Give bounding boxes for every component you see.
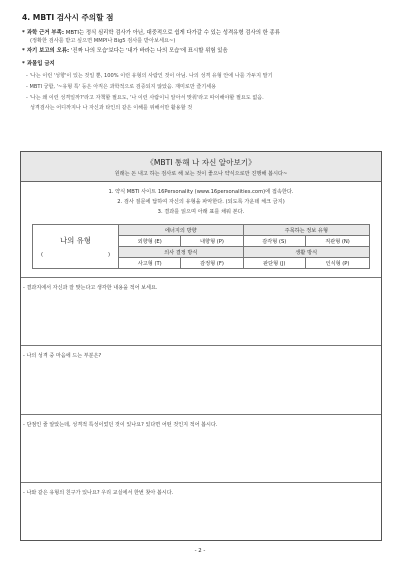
question-3: - 단점인 줄 알았는데, 성격적 특성이었던 것이 있나요? 있다면 어떤 것인지 적어 봅시다.: [23, 422, 218, 428]
note-text: MBTI는 정식 심리학 검사가 아닌, 대중적으로 쉽게 다가갈 수 있는 성격유형 검사의 한 종류: [63, 30, 280, 36]
paren-close: ): [107, 252, 110, 258]
divider: [21, 482, 381, 483]
section-title: 4. MBTI 검사시 주의할 점: [22, 13, 114, 22]
dash-note: - MBTI 궁합, '~유형 특' 등은 아직은 과학적으로 검증되지 않았음. 재미로만 즐기세용: [26, 84, 217, 90]
category-energy: 에너지의 방향: [119, 225, 244, 236]
star-icon: *: [22, 48, 25, 54]
worksheet-title: 《MBTI 통해 나 자신 알아보기》: [146, 158, 256, 167]
dash-note: 성격검사는 어디까지나 나 자신과 타인의 같은 이해를 위해서만 활용할 것: [30, 105, 193, 111]
star-icon: *: [22, 30, 25, 36]
divider: [21, 277, 381, 278]
step: 1. 약식 MBTI 사이트 16Personality (www.16personalities.com)에 접속한다.: [108, 189, 294, 195]
note-self-report: [22, 48, 382, 55]
question-2: - 나의 성격 중 마음에 드는 부분은?: [23, 353, 102, 359]
note-label: 자기 보고의 오류:: [26, 48, 70, 54]
paren-open: (: [41, 252, 44, 258]
star-icon: *: [22, 61, 25, 67]
divider: [21, 414, 381, 415]
question-4: - 나와 같은 유형의 친구가 있나요? 우리 교실에서 한번 찾아 봅시다.: [23, 490, 174, 496]
option-feeling[interactable]: 감정형 (F): [181, 258, 243, 269]
question-1: - 결과지에서 자신과 잘 맞는다고 생각한 내용을 적어 보세요.: [23, 285, 158, 291]
page-number: - 2 -: [194, 548, 206, 554]
dash-note: - '나는 이런 '성향'이 있는 것일 뿐, 100% 이런 유형의 사람인 것이 아님. 나의 성격 유형 안에 나를 가두지 말기: [26, 73, 273, 79]
mbti-worksheet-box: [20, 151, 382, 541]
dash-note: - '나는 왜 이런 성격일까?'라고 자책할 필요도, '나 이런 사람이니 알아서 맞춰'라고 따이해야할 필요도 없음.: [26, 95, 264, 101]
category-decision: 의사 결정 방식: [119, 247, 244, 258]
note-science: [22, 30, 382, 37]
option-sensing[interactable]: 감각형 (S): [243, 236, 305, 247]
category-information: 주목하는 정보 유형: [243, 225, 369, 236]
option-perceiving[interactable]: 인식형 (P): [306, 258, 370, 269]
option-intuition[interactable]: 직관형 (N): [306, 236, 370, 247]
option-extravert[interactable]: 외향형 (E): [119, 236, 181, 247]
step: 3. 결과를 읽으며 아래 표를 채워 본다.: [157, 209, 245, 215]
option-thinking[interactable]: 사고형 (T): [119, 258, 181, 269]
divider: [21, 345, 381, 346]
worksheet-header: [21, 152, 381, 182]
step: 2. 검사 질문에 답하여 자신의 유형을 파악한다. (되도록 가운데 체크 금지): [117, 199, 285, 205]
note-science-sub: (정확한 검사를 받고 싶으면 MMPI나 Big5 검사를 받아보세요~): [30, 38, 176, 44]
option-judging[interactable]: 판단형 (J): [243, 258, 305, 269]
my-type-cell[interactable]: [33, 225, 119, 269]
note-over-immersion: [22, 61, 382, 68]
option-introvert[interactable]: 내향형 (P): [181, 236, 243, 247]
note-label: 과학 근거 부족:: [26, 30, 64, 36]
my-type-label: 나의 유형: [60, 236, 91, 245]
mbti-type-table: [32, 224, 370, 269]
worksheet-subtitle: 원래는 돈 내고 하는 검사로 해 보는 것이 좋으나 약식으로만 진행해 봅시다~: [114, 171, 288, 177]
category-lifestyle: 생활 방식: [243, 247, 369, 258]
note-text: '진짜 나의 모습'보다는 '내가 바라는 나의 모습'에 표시할 위험 있음: [69, 48, 228, 54]
note-label: 과몰입 금지: [26, 61, 55, 67]
